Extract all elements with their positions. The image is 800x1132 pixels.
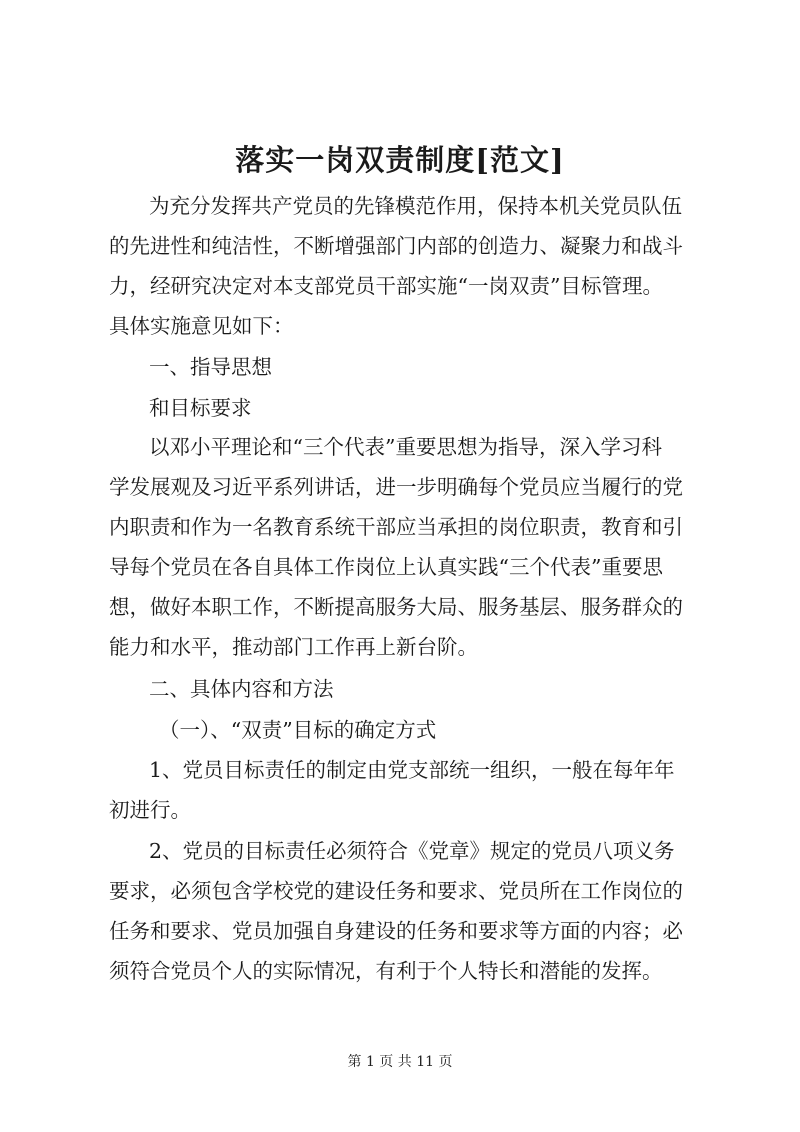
paragraph-line: 要求，必须包含学校党的建设任务和要求、党员所在工作岗位的 bbox=[109, 879, 683, 903]
paragraph-line: 须符合党员个人的实际情况，有利于个人特长和潜能的发挥。 bbox=[109, 959, 663, 983]
paragraph-line: 以邓小平理论和“三个代表”重要思想为指导，深入学习科 bbox=[149, 435, 662, 459]
section-heading: 二、具体内容和方法 bbox=[149, 677, 334, 701]
paragraph-line: 具体实施意见如下： bbox=[109, 314, 294, 338]
paragraph-line: 2、党员的目标责任必须符合《党章》规定的党员八项义务 bbox=[149, 839, 675, 863]
paragraph-line: 内职责和作为一名教育系统干部应当承担的岗位职责，教育和引 bbox=[109, 515, 683, 539]
paragraph-line: 能力和水平，推动部门工作再上新台阶。 bbox=[109, 635, 478, 659]
paragraph-line: 学发展观及习近平系列讲话，进一步明确每个党员应当履行的党 bbox=[109, 475, 683, 499]
section-heading: 和目标要求 bbox=[149, 396, 252, 420]
paragraph-line: 为充分发挥共产党员的先锋模范作用，保持本机关党员队伍 bbox=[149, 194, 682, 218]
paragraph-line: 想，做好本职工作，不断提高服务大局、服务基层、服务群众的 bbox=[109, 595, 683, 619]
paragraph-line: 力，经研究决定对本支部党员干部实施“一岗双责”目标管理。 bbox=[109, 274, 663, 298]
paragraph-line: 初进行。 bbox=[109, 798, 191, 822]
paragraph-line: 导每个党员在各自具体工作岗位上认真实践“三个代表”重要思 bbox=[109, 555, 663, 579]
section-heading: 一、指导思想 bbox=[149, 355, 272, 379]
paragraph-line: 1、党员目标责任的制定由党支部统一组织，一般在每年年 bbox=[149, 758, 675, 782]
paragraph-line: 任务和要求、党员加强自身建设的任务和要求等方面的内容；必 bbox=[109, 919, 683, 943]
page-footer: 第 1 页 共 11 页 bbox=[347, 1054, 453, 1070]
document-title: 落实一岗双责制度[范文] bbox=[235, 143, 565, 177]
subsection-heading: （一）、“双责”目标的确定方式 bbox=[159, 718, 437, 742]
paragraph-line: 的先进性和纯洁性，不断增强部门内部的创造力、凝聚力和战斗 bbox=[109, 234, 683, 258]
